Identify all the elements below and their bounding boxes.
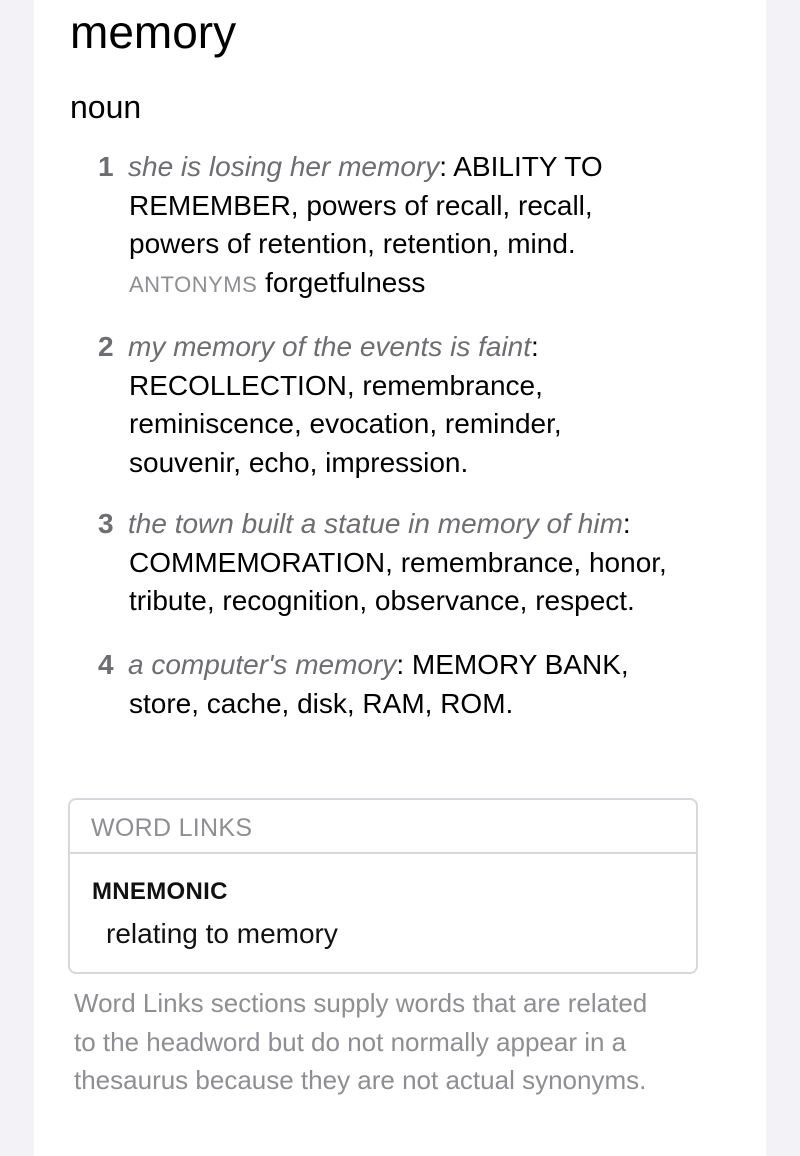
sense-4: 4 a computer's memory: MEMORY BANK, store, cache, disk, RAM, ROM. [98, 646, 738, 723]
word-links-box [68, 798, 698, 974]
synonym-line: RECOLLECTION, remembrance, [129, 369, 543, 401]
sense-number: 1 [98, 151, 114, 182]
sense-2: 2 my memory of the events is faint: RECOLLECTION, remembrance, reminiscence, evocation, reminder, souvenir, echo, impression. [98, 328, 738, 482]
sense-3: 3 the town built a statue in memory of him: COMMEMORATION, remembrance, honor, tribute, recognition, observance, respect. [98, 505, 738, 621]
word-links-header: WORD LINKS [70, 800, 696, 854]
sense-1: 1 she is losing her memory: ABILITY TO REMEMBER, powers of recall, recall, powers of retention, retention, mind. ANTONYMS forgetfulness [98, 148, 738, 304]
sense-headline: ABILITY TO [453, 151, 603, 182]
sense-number: 4 [98, 649, 114, 680]
antonyms-label: ANTONYMS [129, 271, 258, 297]
synonym-line: powers of retention, retention, mind. [129, 228, 576, 259]
sense-example: the town built a statue in memory of him [128, 508, 623, 539]
dictionary-entry-page [34, 0, 766, 1156]
synonym-line: reminiscence, evocation, reminder, [129, 408, 562, 439]
sense-example: a computer's memory [128, 649, 397, 680]
synonym-line: store, cache, disk, RAM, ROM. [129, 687, 514, 719]
word-links-term: MNEMONIC [92, 878, 228, 905]
sense-number: 3 [98, 508, 114, 539]
sense-example: my memory of the events is faint [128, 331, 532, 362]
sense-number: 2 [98, 331, 114, 362]
synonym-line: COMMEMORATION, remembrance, honor, [129, 546, 667, 578]
headword: memory [70, 6, 237, 58]
sense-example: she is losing her memory [128, 151, 440, 182]
word-links-note: Word Links sections supply words that are related to the headword but do not normally appear in a thesaurus because they are not actual synonyms. [74, 988, 648, 1095]
sense-headline: MEMORY BANK, [411, 649, 629, 680]
synonym-line: tribute, recognition, observance, respect. [129, 585, 635, 616]
synonym-line: souvenir, echo, impression. [129, 446, 469, 478]
antonym-link[interactable]: forgetfulness [265, 266, 426, 298]
part-of-speech: noun [70, 89, 142, 125]
word-links-definition: relating to memory [106, 918, 338, 949]
synonym-line: REMEMBER, powers of recall, recall, [129, 189, 593, 221]
